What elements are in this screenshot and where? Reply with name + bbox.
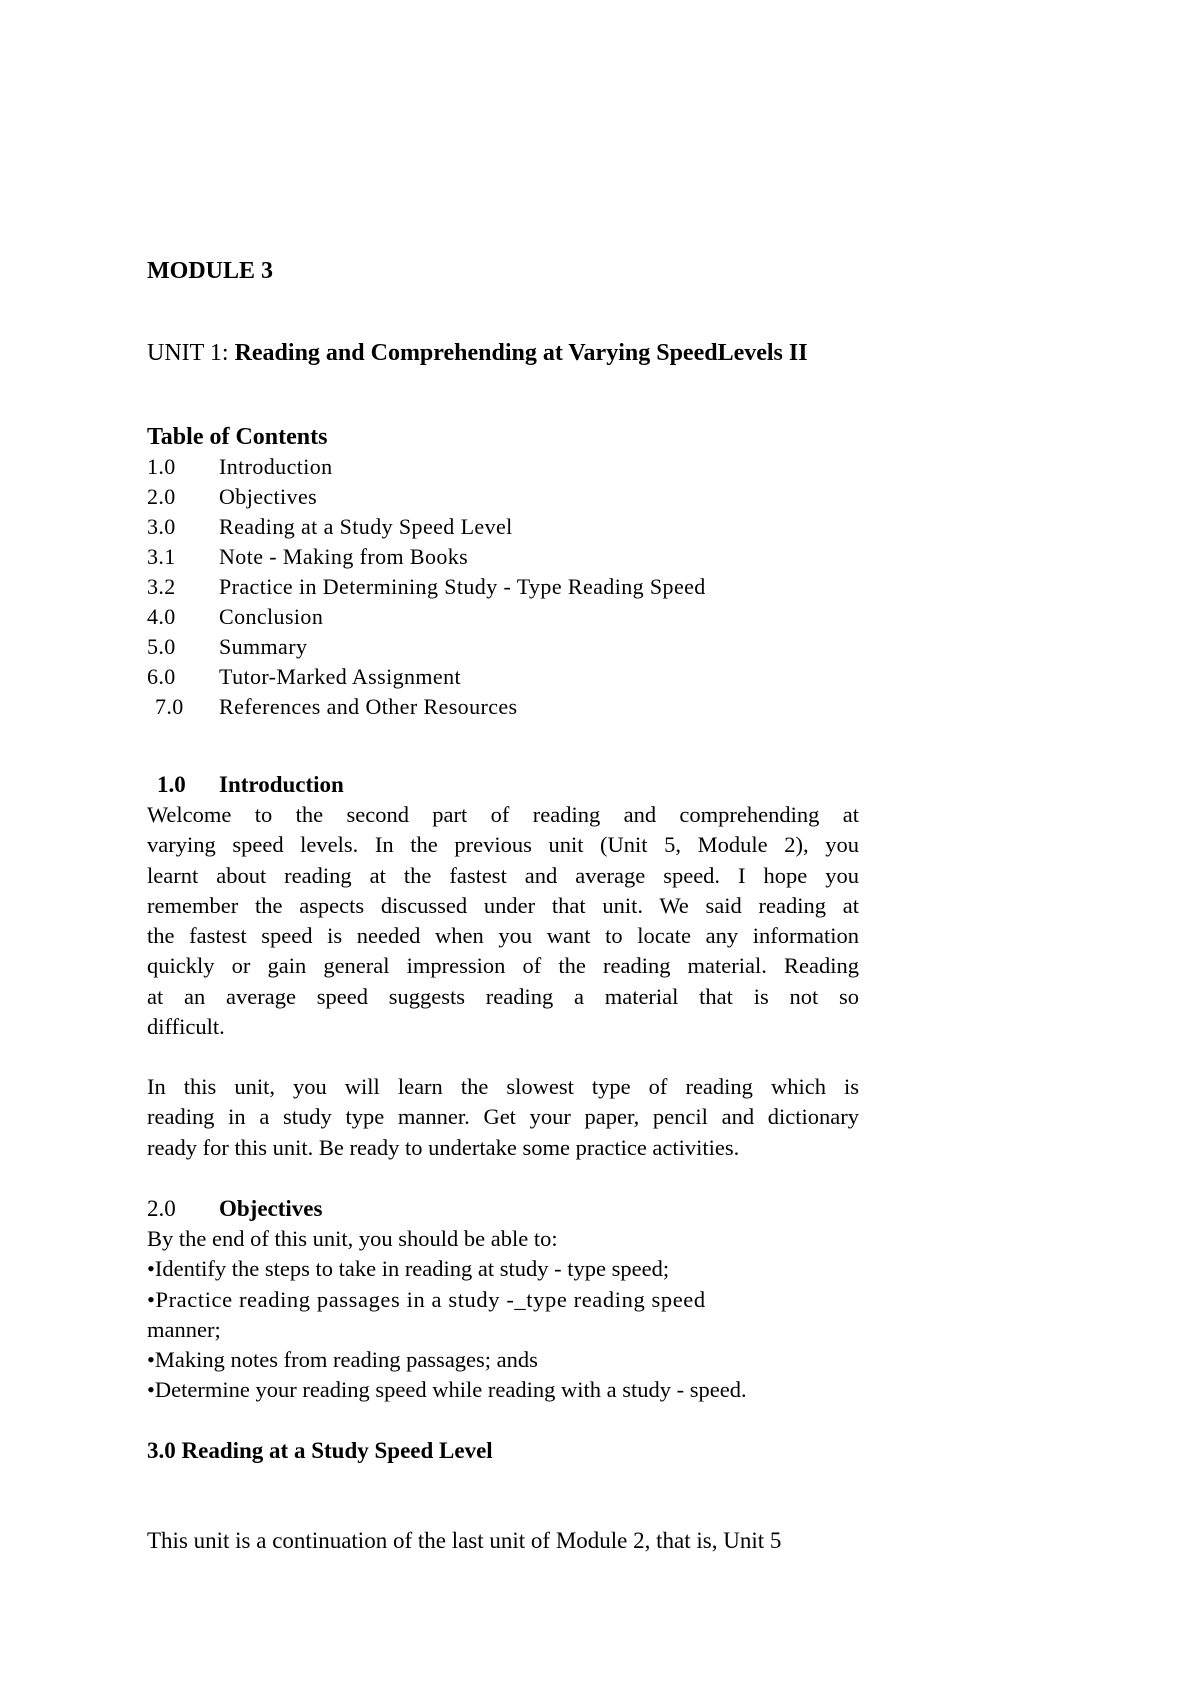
introduction-title: Introduction bbox=[219, 772, 344, 797]
toc-item-number: 3.1 bbox=[147, 544, 176, 569]
section-3-heading: 3.0 Reading at a Study Speed Level bbox=[147, 1438, 493, 1463]
section-3-paragraph: This unit is a continuation of the last unit of Module 2, that is, Unit 5 bbox=[147, 1528, 782, 1553]
objectives-intro: By the end of this unit, you should be able to: bbox=[147, 1226, 558, 1251]
toc-item-number: 7.0 bbox=[155, 694, 184, 719]
objectives-title: Objectives bbox=[219, 1196, 323, 1221]
paragraph-line: learnt about reading at the fastest and average speed. I hope you bbox=[147, 862, 859, 888]
toc-item-label: Summary bbox=[219, 634, 308, 659]
toc-item bbox=[147, 482, 317, 512]
paragraph-line: ready for this unit. Be ready to undertake some practice activities. bbox=[147, 1134, 740, 1160]
toc-item bbox=[147, 542, 468, 572]
toc-item-label: Tutor-Marked Assignment bbox=[219, 664, 462, 689]
paragraph-line: In this unit, you will learn the slowest type of reading which is bbox=[147, 1074, 859, 1099]
toc-item bbox=[147, 512, 513, 542]
module-title: MODULE 3 bbox=[147, 258, 273, 284]
list-item: •Identify the steps to take in reading at study - type speed; bbox=[147, 1256, 670, 1282]
toc-item bbox=[147, 452, 333, 482]
toc-heading: Table of Contents bbox=[147, 424, 328, 450]
toc-item-number: 3.2 bbox=[147, 574, 176, 599]
list-item: •Practice reading passages in a study -_type reading speed bbox=[147, 1286, 706, 1312]
introduction-number: 1.0 bbox=[157, 772, 186, 797]
toc-item-number: 6.0 bbox=[147, 664, 176, 689]
toc-item-label: References and Other Resources bbox=[219, 694, 518, 719]
introduction-paragraph-1 bbox=[147, 800, 859, 1042]
list-item: •Making notes from reading passages; ands bbox=[147, 1347, 538, 1373]
toc-item-number: 1.0 bbox=[147, 454, 176, 479]
toc-item bbox=[147, 662, 461, 692]
toc-item-label: Objectives bbox=[219, 484, 318, 509]
toc-item-number: 3.0 bbox=[147, 514, 176, 539]
toc-item bbox=[147, 572, 706, 602]
objectives-number: 2.0 bbox=[147, 1196, 176, 1221]
paragraph-line: at an average speed suggests reading a material that is not so bbox=[147, 983, 859, 1009]
paragraph-line: varying speed levels. In the previous unit (Unit 5, Module 2), you bbox=[147, 832, 859, 858]
paragraph-line: difficult. bbox=[147, 1014, 225, 1040]
toc-item bbox=[147, 602, 323, 632]
paragraph-line: quickly or gain general impression of the reading material. Reading bbox=[147, 953, 859, 979]
toc-item-label: Reading at a Study Speed Level bbox=[219, 514, 513, 539]
toc-item-label: Practice in Determining Study - Type Reading Speed bbox=[219, 574, 706, 599]
toc-item-number: 2.0 bbox=[147, 484, 176, 509]
toc-item bbox=[147, 632, 307, 662]
list-item: manner; bbox=[147, 1316, 221, 1342]
introduction-heading bbox=[147, 770, 344, 800]
unit-title-text: Reading and Comprehending at Varying SpeedLevels II bbox=[234, 340, 808, 366]
paragraph-line: reading in a study type manner. Get your paper, pencil and dictionary bbox=[147, 1104, 859, 1130]
toc-item-label: Introduction bbox=[219, 454, 333, 479]
list-item: •Determine your reading speed while reading with a study - speed. bbox=[147, 1377, 747, 1403]
unit-prefix: UNIT 1: bbox=[147, 340, 235, 366]
introduction-paragraph-2 bbox=[147, 1072, 859, 1163]
paragraph-line: remember the aspects discussed under that unit. We said reading at bbox=[147, 892, 859, 918]
toc-item-label: Note - Making from Books bbox=[219, 544, 469, 569]
paragraph-line: Welcome to the second part of reading and comprehending at bbox=[147, 802, 859, 827]
toc-item-number: 4.0 bbox=[147, 604, 176, 629]
toc-item-label: Conclusion bbox=[219, 604, 324, 629]
paragraph-line: the fastest speed is needed when you want to locate any information bbox=[147, 923, 859, 949]
unit-title bbox=[147, 338, 808, 368]
objectives-list bbox=[147, 1224, 867, 1406]
toc-item bbox=[147, 692, 517, 722]
toc-item-number: 5.0 bbox=[147, 634, 176, 659]
objectives-heading bbox=[147, 1194, 322, 1224]
